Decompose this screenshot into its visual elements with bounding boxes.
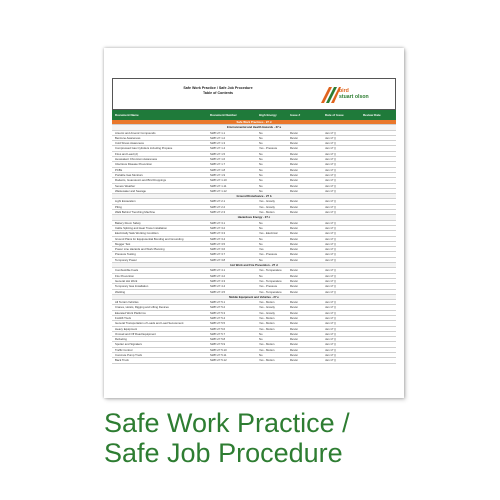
table-cell: Revisi (290, 337, 298, 342)
table-cell: Revisi (290, 342, 298, 347)
table-cell: Jan 17 () (325, 130, 337, 135)
table-cell: Fire Prevention (115, 273, 134, 278)
table-cell: SWP-27.5.7 (210, 331, 226, 336)
table-cell: Jan 17 () (325, 331, 337, 336)
table-cell: No (259, 130, 263, 135)
table-cell: Infectious Disease Prevention (115, 162, 153, 167)
table-cell: General Hot Work (115, 278, 138, 283)
table-cell: SWP-27.3.4 (210, 236, 226, 241)
table-cell: Revisi (290, 289, 298, 294)
table-cell: Cable Splicing and Heat Trace Installation (115, 225, 167, 230)
table-cell: Jan 17 () (325, 284, 337, 289)
table-cell: SWP-27.1.9 (210, 172, 226, 177)
table-cell: SWP-27.1.5 (210, 151, 226, 156)
table-cell: Revisi (290, 157, 298, 162)
table-cell: Elevated Work Platforms (115, 310, 146, 315)
table-cell: SWP-27.5.6 (210, 326, 226, 331)
table-cell: Revisi (290, 273, 298, 278)
table-cell: Benzene Awareness (115, 135, 141, 140)
table-cell: Jan 17 () (325, 135, 337, 140)
table-cell: No (259, 257, 263, 262)
logo-line-2: stuart olson (339, 93, 369, 100)
table-cell: Revisi (290, 135, 298, 140)
table-cell: Fires and Lead (d) (115, 151, 138, 156)
document-header (112, 78, 396, 110)
table-cell: SWP-27.3.1 (210, 220, 226, 225)
table-cell: SWP-27.1.3 (210, 141, 226, 146)
document-title (153, 86, 283, 96)
table-cell: Revisi (290, 241, 298, 246)
table-cell: Forklift Truck (115, 315, 132, 320)
table-cell: Revisi (290, 225, 298, 230)
table-cell: Rodents, Guanotoxin and Bird Droppings (115, 178, 166, 183)
table-cell: SWP-27.1.11 (210, 183, 227, 188)
caption-line-1: Safe Work Practice / (104, 408, 350, 438)
table-cell: SWP-27.5.2 (210, 305, 226, 310)
table-cell: SWP-27.3.2 (210, 225, 226, 230)
section-header-row: Mobile Equipment and Vehicles - 27 e (112, 295, 396, 300)
table-cell: Yes - Motion (259, 315, 275, 320)
table-cell: Revisi (290, 146, 298, 151)
table-cell: Pressure Testing (115, 252, 136, 257)
table-cell: Jan 17 () (325, 353, 337, 358)
title-line-1: Safe Work Practice / Safe Job Procedure (183, 86, 253, 90)
document-thumbnail[interactable] (104, 48, 404, 398)
table-cell: No (259, 273, 263, 278)
table-cell: Yes - Gravity (259, 310, 275, 315)
table-cell: Jan 17 () (325, 231, 337, 236)
table-cell: No (259, 220, 263, 225)
table-cell: SWP-27.2.3 (210, 210, 226, 215)
table-cell: Arsenic and Arsenic Compounds (115, 130, 156, 135)
table-cell: Yes - Pressure (259, 146, 278, 151)
table-cell: Cold Stress Awareness (115, 141, 144, 146)
table-cell: Jan 17 () (325, 157, 337, 162)
table-cell: Jan 17 () (325, 151, 337, 156)
table-cell: SWP-27.1.1 (210, 130, 226, 135)
table-cell: Jan 17 () (325, 305, 337, 310)
table-cell: Revisi (290, 167, 298, 172)
col-high-energy: High Energy (259, 112, 277, 117)
table-cell: No (259, 188, 263, 193)
table-cell: Yes - Motion (259, 342, 275, 347)
table-cell: Revisi (290, 172, 298, 177)
table-cell: SWP-27.1.4 (210, 146, 226, 151)
table-cell: No (259, 162, 263, 167)
table-cell: General Transportation of Loads and Load Securement (115, 321, 184, 326)
table-cell: Jan 17 () (325, 326, 337, 331)
table-cell: SWP-27.1.2 (210, 135, 226, 140)
table-cell: Revisi (290, 183, 298, 188)
table-cell: SWP-27.3.7 (210, 252, 226, 257)
table-cell: Jan 17 () (325, 347, 337, 352)
table-cell: Refueling (115, 337, 127, 342)
table-cell: Revisi (290, 220, 298, 225)
table-cell: SWP-27.1.10 (210, 178, 227, 183)
col-date-of-issue: Date of Issue (325, 112, 344, 117)
table-cell: SWP-27.3.6 (210, 247, 226, 252)
table-cell: SWP-27.1.7 (210, 162, 226, 167)
table-cell: Revisi (290, 130, 298, 135)
table-cell: No (259, 241, 263, 246)
table-cell: SWP-27.5.1 (210, 300, 226, 305)
section-header-row: Environmental and Health Hazards - 27 a (112, 125, 396, 130)
table-cell: No (259, 157, 263, 162)
table-cell: Jan 17 () (325, 273, 337, 278)
table-cell: Compressed Gas Cylinders including Propane (115, 146, 173, 151)
table-cell: SWP-27.3.5 (210, 241, 226, 246)
table-cell: No (259, 151, 263, 156)
table-cell: Jan 17 () (325, 220, 337, 225)
table-cell: Cranes, Hoists, Rigging and Lifting Devices (115, 305, 169, 310)
table-cell: Revisi (290, 151, 298, 156)
table-cell: Combustible Fuels (115, 268, 139, 273)
table-cell: SWP-27.5.12 (210, 358, 227, 363)
table-cell: Revisi (290, 305, 298, 310)
table-cell: No (259, 178, 263, 183)
table-cell: Traffic Control (115, 347, 133, 352)
section-header-row: Hot Work and Fire Prevention - 27 d (112, 263, 396, 268)
table-cell: Revisi (290, 236, 298, 241)
table-cell: SWP-27.5.8 (210, 337, 226, 342)
company-logo (319, 83, 379, 107)
col-review-date: Review Date (363, 112, 381, 117)
table-cell: No (259, 172, 263, 177)
table-cell: Revisi (290, 326, 298, 331)
table-cell: Yes - Motion (259, 347, 275, 352)
table-cell: Jan 17 () (325, 247, 337, 252)
logo-stripes-icon (319, 83, 341, 105)
table-cell: Jan 17 () (325, 321, 337, 326)
table-cell: Jan 17 () (325, 300, 337, 305)
section-header-row: Ground Disturbance - 27 b (112, 194, 396, 199)
table-cell: Yes - Temperature (259, 289, 282, 294)
section-header-row: Hazardous Energy - 27 c (112, 215, 396, 220)
table-cell: Revisi (290, 300, 298, 305)
caption-line-2: Safe Job Procedure (104, 438, 343, 468)
table-cell: Revisi (290, 210, 298, 215)
table-cell: Jan 17 () (325, 268, 337, 273)
table-body (112, 120, 396, 364)
table-cell: Light Excavation (115, 199, 136, 204)
table-cell: SWP-27.4.5 (210, 289, 226, 294)
table-cell: Jan 17 () (325, 210, 337, 215)
table-cell: Wastewater and Sewage (115, 188, 146, 193)
table-cell: Jan 17 () (325, 257, 337, 262)
col-issue: Issue # (290, 112, 301, 117)
table-cell: Jan 17 () (325, 199, 337, 204)
table-cell: SWP-27.5.10 (210, 347, 227, 352)
table-cell: Jan 17 () (325, 225, 337, 230)
table-cell: Jan 17 () (325, 289, 337, 294)
table-cell: Jan 17 () (325, 236, 337, 241)
table-cell: Electrically Safe Working Condition (115, 231, 159, 236)
table-cell: Yes - Motion (259, 358, 275, 363)
table-cell: Jan 17 () (325, 342, 337, 347)
table-cell: Yes - Motion (259, 210, 275, 215)
table-cell: Portable Gas Monitors (115, 172, 143, 177)
table-cell: Revisi (290, 247, 298, 252)
table-cell: SWP-27.5.3 (210, 310, 226, 315)
table-cell: Jan 17 () (325, 337, 337, 342)
table-cell: Yes - Pressure (259, 252, 278, 257)
table-cell: SWP-27.5.5 (210, 321, 226, 326)
table-cell: SWP-27.3.3 (210, 231, 226, 236)
table-cell: Temporary Gas Installation (115, 284, 149, 289)
table-cell: SWP-27.4.4 (210, 284, 226, 289)
table-cell: Onroad and Off Road Equipment (115, 331, 156, 336)
table-cell: Walk Behind Trenching Machine (115, 210, 156, 215)
table-cell: Jan 17 () (325, 241, 337, 246)
table-cell: Yes - Pressure (259, 284, 278, 289)
table-row (112, 358, 396, 363)
caption (104, 408, 350, 468)
table-cell: SWP-27.1.6 (210, 157, 226, 162)
table-cell: Yes - Gravity (259, 204, 275, 209)
table-cell: Revisi (290, 257, 298, 262)
table-cell: Jan 17 () (325, 162, 337, 167)
logo-line-1: bird (339, 88, 349, 94)
table-cell: PCBs (115, 167, 123, 172)
table-cell: Jan 17 () (325, 167, 337, 172)
table-cell: Revisi (290, 178, 298, 183)
table-cell: SWP-27.3.8 (210, 257, 226, 262)
table-cell: No (259, 183, 263, 188)
table-cell: Jan 17 () (325, 315, 337, 320)
table-cell: Spotter and Signalers (115, 342, 142, 347)
table-cell: SWP-27.4.1 (210, 268, 226, 273)
table-cell: Revisi (290, 188, 298, 193)
table-cell: Battery Room Safety (115, 220, 141, 225)
table-cell: Yes - Electrical (259, 231, 278, 236)
group-title-row: Safe Work Practices - 27 d (112, 120, 396, 125)
table-cell: Revisi (290, 268, 298, 273)
table-cell: Revisi (290, 252, 298, 257)
table-cell: No (259, 236, 263, 241)
table-cell: Jan 17 () (325, 183, 337, 188)
col-document-number: Document Number (210, 112, 237, 117)
table-cell: Welding (115, 289, 126, 294)
table-cell: Revisi (290, 353, 298, 358)
table-cell: Severe Weather (115, 183, 136, 188)
table-cell: Revisi (290, 141, 298, 146)
table-cell: Temporary Power (115, 257, 137, 262)
table-cell: No (259, 331, 263, 336)
table-cell: Power Line Hazards and Work Planning (115, 247, 165, 252)
table-cell: SWP-27.2.1 (210, 199, 226, 204)
table-cell: SWP-27.4.2 (210, 273, 226, 278)
table-cell: Revisi (290, 278, 298, 283)
table-cell: Jan 17 () (325, 358, 337, 363)
table-cell: Jan 17 () (325, 252, 337, 257)
table-header (112, 110, 396, 120)
table-cell: Revisi (290, 358, 298, 363)
table-cell: Jan 17 () (325, 141, 337, 146)
table-cell: Yes - Gravity (259, 305, 275, 310)
table-cell: Jan 17 () (325, 178, 337, 183)
table-cell: Yes - Motion (259, 300, 275, 305)
table-cell: No (259, 225, 263, 230)
table-cell: Yes - Motion (259, 321, 275, 326)
table-cell: SWP-27.5.4 (210, 315, 226, 320)
table-cell: Back Truck (115, 358, 129, 363)
table-cell: All Terrain Vehicles (115, 300, 139, 305)
table-cell: No (259, 135, 263, 140)
table-cell: Jan 17 () (325, 204, 337, 209)
table-cell: Piling (115, 204, 122, 209)
table-cell: Ground Plans for Equipotential Bonding and Grounding (115, 236, 184, 241)
table-cell: Yes - Temperature (259, 278, 282, 283)
table-cell: Yes (259, 247, 264, 252)
table-cell: Jan 17 () (325, 146, 337, 151)
table-cell: Jan 17 () (325, 188, 337, 193)
table-cell: Jan 17 () (325, 310, 337, 315)
table-cell: Revisi (290, 199, 298, 204)
table-cell: Revisi (290, 204, 298, 209)
col-document-name: Document Name (115, 112, 139, 117)
table-cell: No (259, 141, 263, 146)
table-cell: Hexavalent Chromium Awareness (115, 157, 158, 162)
table-cell: Yes - Gravity (259, 199, 275, 204)
table-cell: Revisi (290, 284, 298, 289)
table-cell: Revisi (290, 310, 298, 315)
table-cell: Revisi (290, 321, 298, 326)
logo-text (339, 89, 369, 100)
table-cell: Yes - Motion (259, 326, 275, 331)
table-cell: Jan 17 () (325, 278, 337, 283)
table-cell: Yes - Temperature (259, 268, 282, 273)
table-cell: Concrete Pump Truck (115, 353, 143, 358)
table-cell: Revisi (290, 162, 298, 167)
table-cell: SWP-27.5.9 (210, 342, 226, 347)
table-cell: SWP-27.4.3 (210, 278, 226, 283)
table-cell: Revisi (290, 347, 298, 352)
table-cell: SWP-27.1.8 (210, 167, 226, 172)
table-cell: SWP-27.1.12 (210, 188, 227, 193)
table-cell: Megger Test (115, 241, 131, 246)
title-line-2: Table of Contents (202, 91, 234, 95)
table-cell: No (259, 167, 263, 172)
table-cell: Revisi (290, 331, 298, 336)
table-cell: SWP-27.2.2 (210, 204, 226, 209)
table-cell: Heavy Equipment (115, 326, 138, 331)
table-cell: No (259, 337, 263, 342)
table-cell: Jan 17 () (325, 172, 337, 177)
table-cell: No (259, 353, 263, 358)
table-cell: Revisi (290, 231, 298, 236)
table-cell: SWP-27.5.11 (210, 353, 227, 358)
table-cell: Revisi (290, 315, 298, 320)
